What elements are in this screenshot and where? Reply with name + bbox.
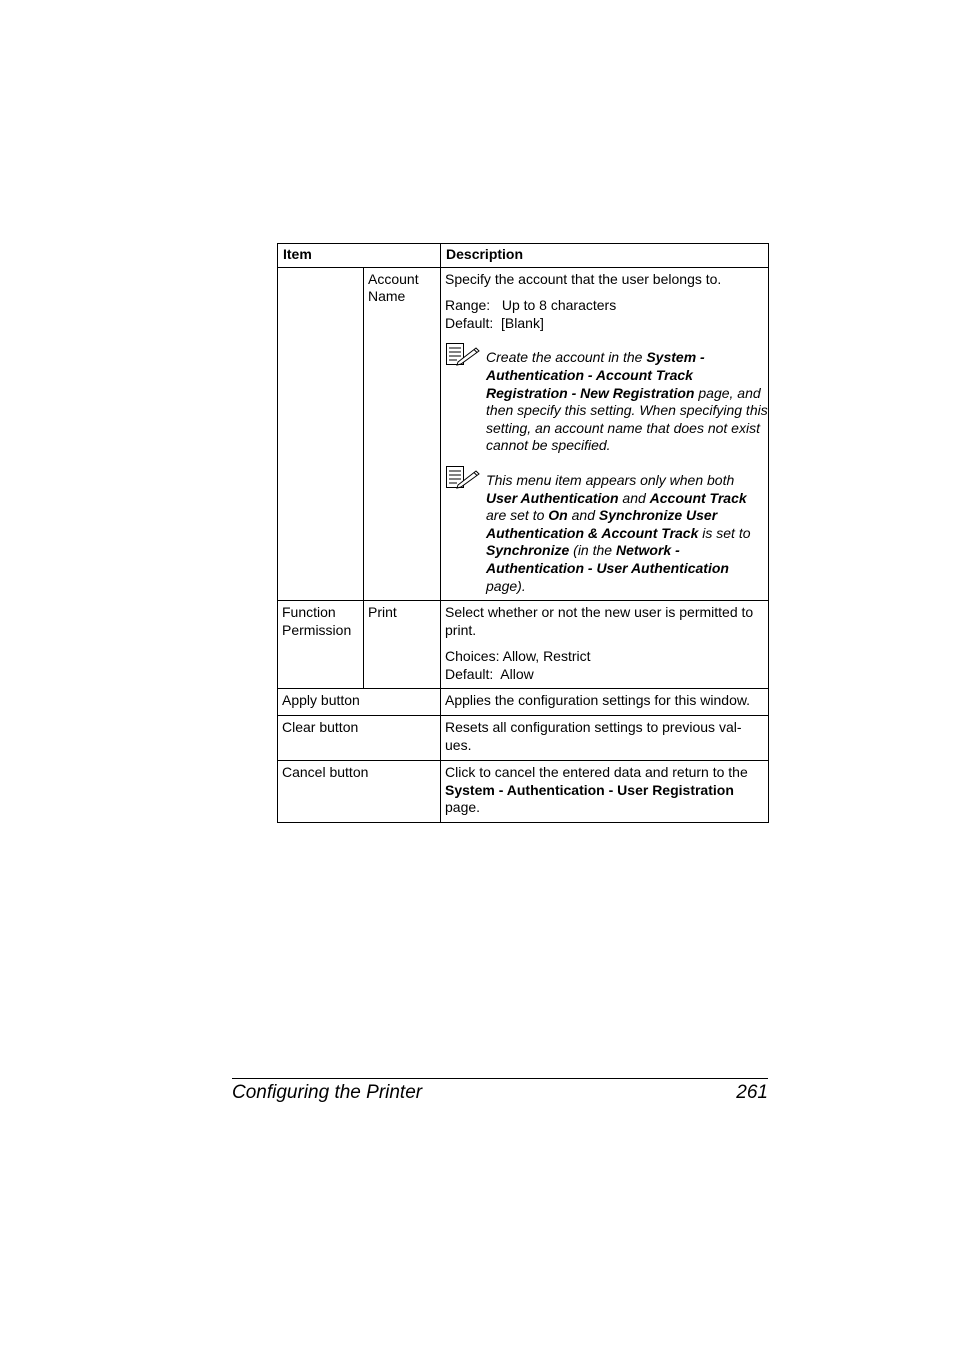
cancel-button-description: Click to cancel the entered data and return to the System - Authentication - User Registration page. [441, 761, 769, 823]
print-label: Print [364, 601, 441, 689]
print-choices: Choices: Allow, Restrict [445, 648, 591, 665]
account-name-default: Default: [Blank] [445, 314, 544, 331]
apply-button-description: Applies the configuration settings for this window. [441, 689, 769, 716]
table-row [278, 601, 769, 689]
note-1 [445, 343, 768, 455]
header-item: Item [278, 244, 441, 268]
footer-title: Configuring the Printer [232, 1082, 423, 1103]
account-name-desc-text: Specify the account that the user belongs to. [445, 270, 722, 287]
table-row [278, 689, 769, 716]
note-2 [445, 466, 764, 595]
empty-group-cell [278, 267, 364, 601]
settings-table [277, 243, 769, 823]
apply-button-label: Apply button [278, 689, 441, 716]
header-description: Description [441, 244, 769, 268]
account-name-label: Account Name [364, 267, 441, 601]
table-row [278, 267, 769, 601]
print-desc-text: Select whether or not the new user is permitted to print. [445, 604, 754, 638]
footer-rule [232, 1078, 768, 1079]
note-pencil-icon [445, 466, 486, 489]
note-pencil-icon [445, 343, 486, 366]
function-permission-group: Function Permission [278, 601, 364, 689]
print-default: Default: Allow [445, 665, 534, 682]
table-row [278, 716, 769, 761]
table-header-row [278, 244, 769, 268]
clear-button-label: Clear button [278, 716, 441, 761]
account-name-description [441, 267, 769, 601]
table-row [278, 761, 769, 823]
print-description [441, 601, 769, 689]
account-name-range: Range: Up to 8 characters [445, 297, 617, 314]
clear-button-description: Resets all configuration settings to previous val-ues. [441, 716, 769, 761]
note-1-text: Create the account in the System - Authentication - Account Track Registration - New Registration page, and then specify this setting. When specifying this setting, an account name that does not exist cannot be specified. [486, 349, 768, 454]
page-number: 261 [736, 1082, 768, 1103]
cancel-button-label: Cancel button [278, 761, 441, 823]
note-2-text: This menu item appears only when both User Authentication and Account Track are set to On and Synchronize User Authentication & Account Track is set to Synchronize (in the Network - Authentication - User Authentication page). [486, 471, 751, 594]
